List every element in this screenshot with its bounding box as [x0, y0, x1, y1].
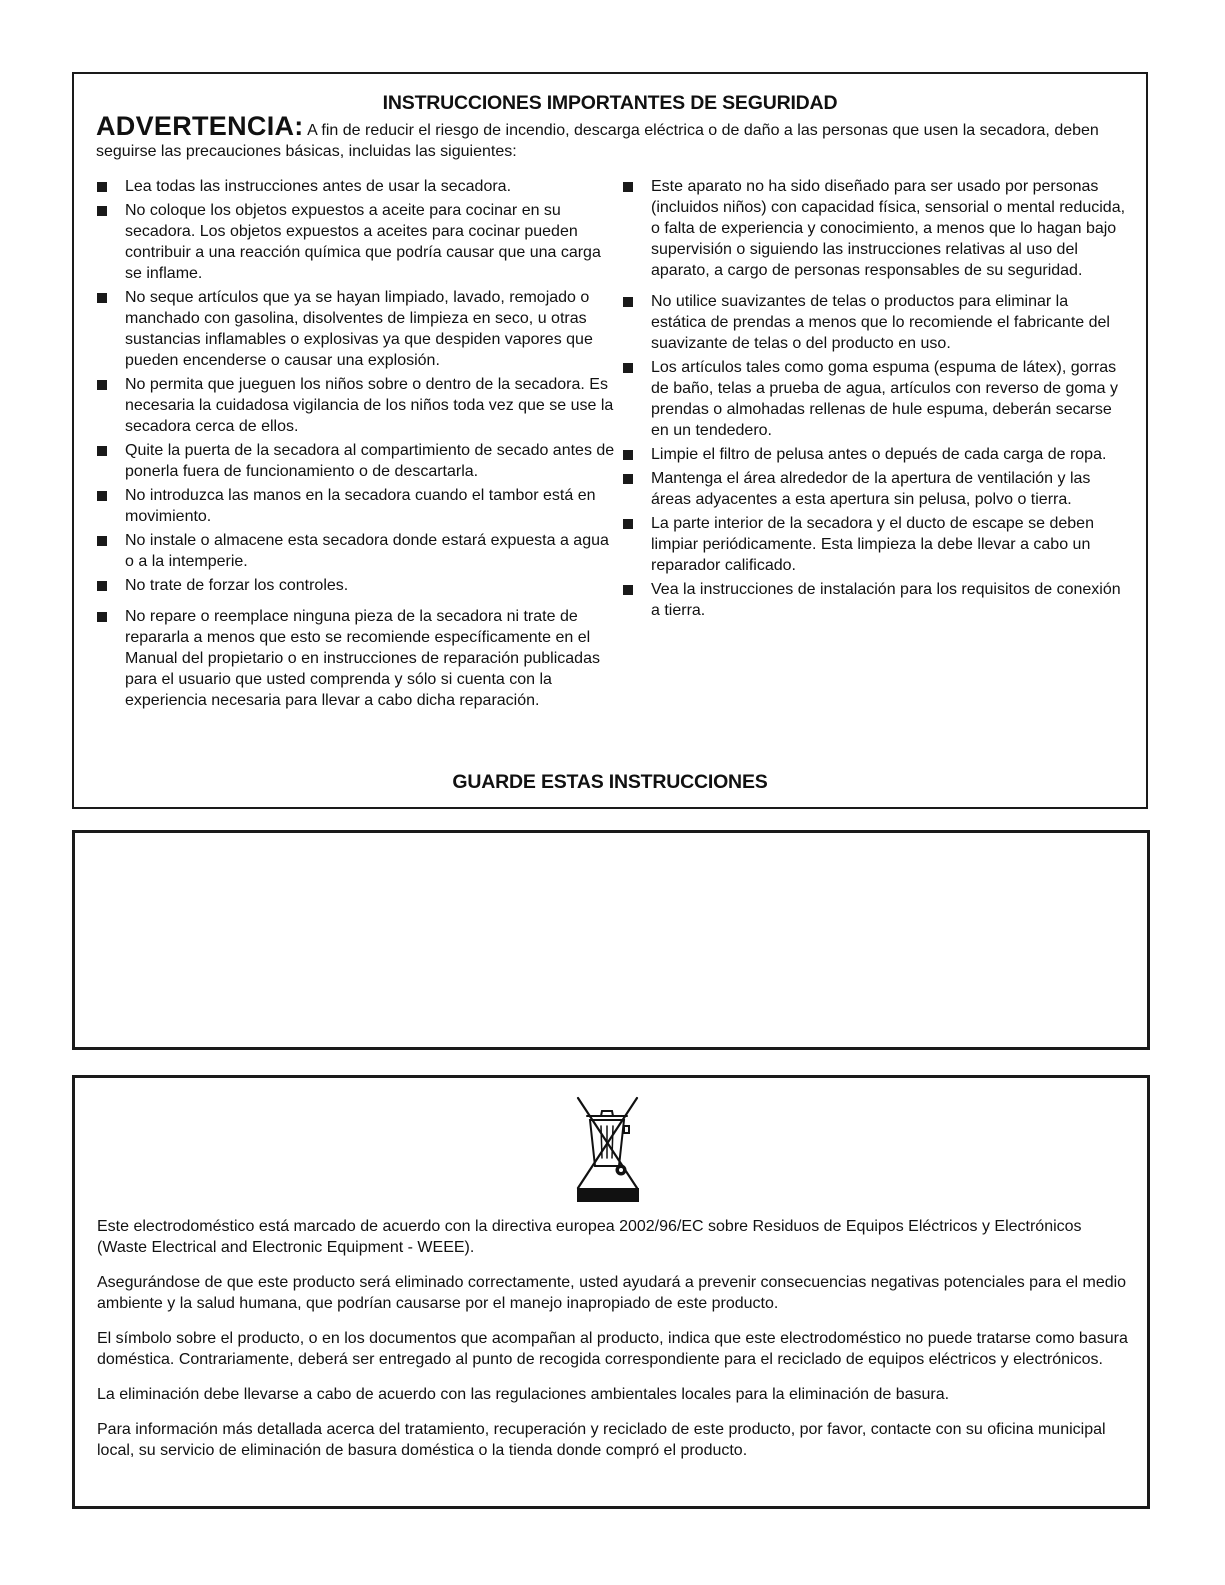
warning-label: ADVERTENCIA:	[96, 111, 304, 141]
bullet-square-icon	[623, 519, 633, 529]
weee-disposal-box	[72, 1075, 1150, 1509]
bullet-square-icon	[97, 581, 107, 591]
safety-list-left	[96, 176, 621, 711]
save-instructions-heading: GUARDE ESTAS INSTRUCCIONES	[452, 771, 768, 793]
safety-list-right	[622, 176, 1127, 621]
safety-title: INSTRUCCIONES IMPORTANTES DE SEGURIDAD	[382, 92, 838, 114]
safety-instructions-box	[72, 72, 1148, 809]
bullet-square-icon	[623, 182, 633, 192]
crossed-out-wheelie-bin-icon	[571, 1092, 645, 1202]
bullet-square-icon	[97, 446, 107, 456]
bullet-square-icon	[97, 491, 107, 501]
list-item: La parte interior de la secadora y el ducto de escape se deben limpiar periódicamente. Esta limpieza la debe llevar a cabo un reparador calificado.	[622, 513, 1127, 576]
bullet-square-icon	[623, 363, 633, 373]
list-item: No introduzca las manos en la secadora cuando el tambor está en movimiento.	[96, 485, 621, 527]
weee-paragraph: Asegurándose de que este producto será eliminado correctamente, usted ayudará a prevenir consecuencias negativas potenciales para el medio ambiente y la salud humana, que podrían causarse por el manejo inapropiado de este producto.	[97, 1274, 1127, 1312]
warning-text: A fin de reducir el riesgo de incendio, descarga eléctrica o de daño a las personas que usen la secadora, deben seguirse las precauciones básicas, incluidas las siguientes:	[96, 122, 1099, 160]
bullet-square-icon	[97, 612, 107, 622]
list-item: No repare o reemplace ninguna pieza de la secadora ni trate de repararla a menos que esto se recomiende específicamente en el Manual del propietario o en instrucciones de reparación publicadas para el usuario que usted comprenda y sólo si cuenta con la experiencia necesaria para llevar a cabo dicha reparación.	[96, 606, 621, 711]
weee-paragraph: Este electrodoméstico está marcado de acuerdo con la directiva europea 2002/96/EC sobre Residuos de Equipos Eléctricos y Electrónicos (Waste Electrical and Electronic Equipment - WEEE).	[97, 1218, 1082, 1256]
bullet-square-icon	[623, 297, 633, 307]
bullet-square-icon	[97, 536, 107, 546]
bullet-square-icon	[97, 206, 107, 216]
bullet-square-icon	[623, 450, 633, 460]
bullet-square-icon	[97, 380, 107, 390]
weee-paragraph: La eliminación debe llevarse a cabo de acuerdo con las regulaciones ambientales locales para la eliminación de basura.	[97, 1386, 950, 1403]
list-item: No seque artículos que ya se hayan limpiado, lavado, remojado o manchado con gasolina, disolventes de limpieza en seco, u otras sustancias inflamables o explosivas ya que despiden vapores que pueden encenderse o causar una explosión.	[96, 287, 621, 371]
warning-paragraph	[96, 111, 1136, 162]
bullet-square-icon	[97, 293, 107, 303]
list-item: No utilice suavizantes de telas o productos para eliminar la estática de prendas a menos que lo recomiende el fabricante del suavizante de telas o del producto en uso.	[622, 291, 1127, 354]
list-item: No permita que jueguen los niños sobre o dentro de la secadora. Es necesaria la cuidadosa vigilancia de los niños toda vez que se use la secadora cerca de ellos.	[96, 374, 621, 437]
bullet-square-icon	[623, 585, 633, 595]
list-item: Vea la instrucciones de instalación para los requisitos de conexión a tierra.	[622, 579, 1127, 621]
list-item: No trate de forzar los controles.	[96, 575, 621, 596]
list-item: No coloque los objetos expuestos a aceite para cocinar en su secadora. Los objetos expuestos a aceites para cocinar pueden contribuir a una reacción química que podría causar que una carga se inflame.	[96, 200, 621, 284]
list-item: Lea todas las instrucciones antes de usar la secadora.	[96, 176, 621, 197]
list-item: Este aparato no ha sido diseñado para ser usado por personas (incluidos niños) con capacidad física, sensorial o mental reducida, o falta de experiencia y conocimiento, a menos que lo hagan bajo supervisión o siguiendo las instrucciones relativas al uso del aparato, a cargo de personas responsables de su seguridad.	[622, 176, 1127, 281]
weee-text	[97, 1216, 1129, 1475]
bullet-square-icon	[97, 182, 107, 192]
weee-paragraph: Para información más detallada acerca del tratamiento, recuperación y reciclado de este producto, por favor, contacte con su oficina municipal local, su servicio de eliminación de basura doméstica o la tienda donde compró el producto.	[97, 1421, 1106, 1459]
blank-box	[72, 830, 1150, 1050]
bullet-square-icon	[623, 474, 633, 484]
list-item: No instale o almacene esta secadora donde estará expuesta a agua o a la intemperie.	[96, 530, 621, 572]
list-item: Limpie el filtro de pelusa antes o depués de cada carga de ropa.	[622, 444, 1127, 465]
list-item: Los artículos tales como goma espuma (espuma de látex), gorras de baño, telas a prueba de agua, artículos con reverso de goma y prendas o almohadas rellenas de hule espuma, deberán secarse en un tendedero.	[622, 357, 1127, 441]
list-item: Quite la puerta de la secadora al compartimiento de secado antes de ponerla fuera de funcionamiento o de descartarla.	[96, 440, 621, 482]
weee-paragraph: El símbolo sobre el producto, o en los documentos que acompañan al producto, indica que este electrodoméstico no puede tratarse como basura doméstica. Contrariamente, deberá ser entregado al punto de recogida correspondiente para el reciclado de equipos eléctricos y electrónicos.	[97, 1330, 1128, 1368]
list-item: Mantenga el área alrededor de la apertura de ventilación y las áreas adyacentes a esta apertura sin pelusa, polvo o tierra.	[622, 468, 1127, 510]
